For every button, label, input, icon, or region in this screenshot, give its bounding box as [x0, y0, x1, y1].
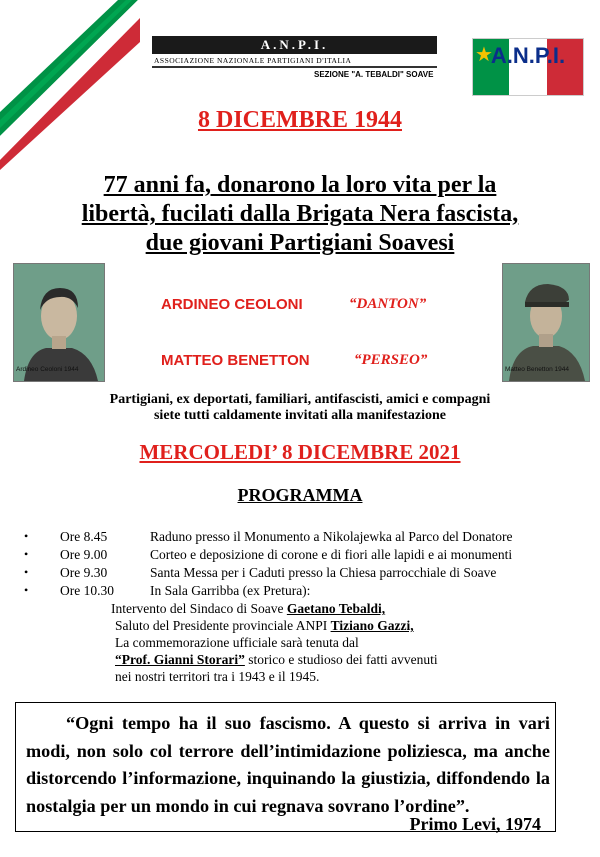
program-time: Ore 9.30 [60, 565, 108, 580]
partisan-name: ARDINEO CEOLONI [161, 296, 303, 313]
event-date: 8 DICEMBRE 1944 [197, 107, 402, 133]
bullet-icon: • [24, 547, 29, 561]
bullet-icon: • [24, 565, 29, 579]
invitation-text [0, 392, 600, 424]
speaker-name: Gaetano Tebaldi, [286, 601, 386, 616]
quote-text: “Ogni tempo ha il suo fascismo. A questo si arriva in vari modi, non solo col terrore dell’intimidazione poliziesca, ma anche distorcendo l’informazione, inquinando la giustizia, diffondendo la nostalgia per un mondo in cui regnava sovrano l’ordine”. [26, 713, 550, 816]
stamp-subtitle: ASSOCIAZIONE NAZIONALE PARTIGIANI D'ITALIA [154, 56, 352, 65]
photo-caption: Matteo Benetton 1944 [505, 366, 569, 373]
detail-text: storico e studioso dei fatti avvenuti [244, 652, 438, 667]
detail-line [115, 618, 414, 634]
photo-caption: Ardineo Ceoloni 1944 [16, 366, 79, 373]
program-time: Ore 10.30 [60, 583, 114, 598]
star-icon: ★ [475, 44, 493, 66]
headline [0, 171, 600, 258]
program-time: Ore 8.45 [60, 529, 108, 544]
italian-flag-corner [0, 0, 140, 170]
anpi-stamp-header [152, 36, 437, 96]
speaker-name: Tiziano Gazzi, [330, 618, 414, 633]
invitation-line: siete tutti caldamente invitati alla manifestazione [153, 408, 446, 423]
detail-text: Intervento del Sindaco di Soave [111, 601, 287, 616]
portrait-figure [14, 264, 104, 381]
partisan-nickname: “PERSEO” [354, 352, 428, 368]
speaker-name: “Prof. Gianni Storari” [115, 652, 245, 667]
program-text: In Sala Garribba (ex Pretura): [150, 583, 311, 598]
ceremony-date: MERCOLEDI’ 8 DICEMBRE 2021 [139, 440, 461, 464]
detail-text: nei nostri territori tra i 1943 e il 1945. [115, 669, 320, 684]
bullet-icon: • [24, 529, 29, 543]
detail-line [115, 635, 359, 651]
detail-text: La commemorazione ufficiale sarà tenuta dal [115, 635, 359, 650]
program-text: Santa Messa per i Caduti presso la Chiesa parrocchiale di Soave [150, 565, 497, 580]
anpi-logo [472, 38, 584, 96]
program-title: PROGRAMMA [237, 485, 363, 505]
detail-line [115, 652, 438, 668]
portrait-photo-benetton [502, 263, 590, 382]
program-text: Corteo e deposizione di corone e di fiori alle lapidi e ai monumenti [150, 547, 513, 562]
detail-line [115, 669, 319, 685]
headline-line: 77 anni fa, donarono la loro vita per la [103, 172, 497, 198]
bullet-icon: • [24, 583, 29, 597]
partisan-name: MATTEO BENETTON [161, 352, 310, 369]
detail-text: Saluto del Presidente provinciale ANPI [115, 618, 331, 633]
quote-author: Primo Levi, 1974 [409, 814, 541, 834]
detail-line [111, 601, 385, 617]
partisan-nickname: “DANTON” [349, 296, 427, 312]
program-time: Ore 9.00 [60, 547, 108, 562]
quote-box [15, 702, 556, 832]
section-name: SEZIONE "A. TEBALDI" SOAVE [314, 70, 434, 79]
portrait-photo-ceoloni [13, 263, 105, 382]
headline-line: due giovani Partigiani Soavesi [145, 230, 455, 256]
logo-text: A.N.P.I. [490, 43, 566, 68]
invitation-line: Partigiani, ex deportati, familiari, antifascisti, amici e compagni [109, 392, 491, 407]
stamp-title: A.N.P.I. [260, 37, 329, 52]
portrait-figure [503, 264, 589, 381]
headline-line: libertà, fucilati dalla Brigata Nera fascista, [81, 201, 519, 227]
program-text: Raduno presso il Monumento a Nikolajewka al Parco del Donatore [150, 529, 513, 544]
